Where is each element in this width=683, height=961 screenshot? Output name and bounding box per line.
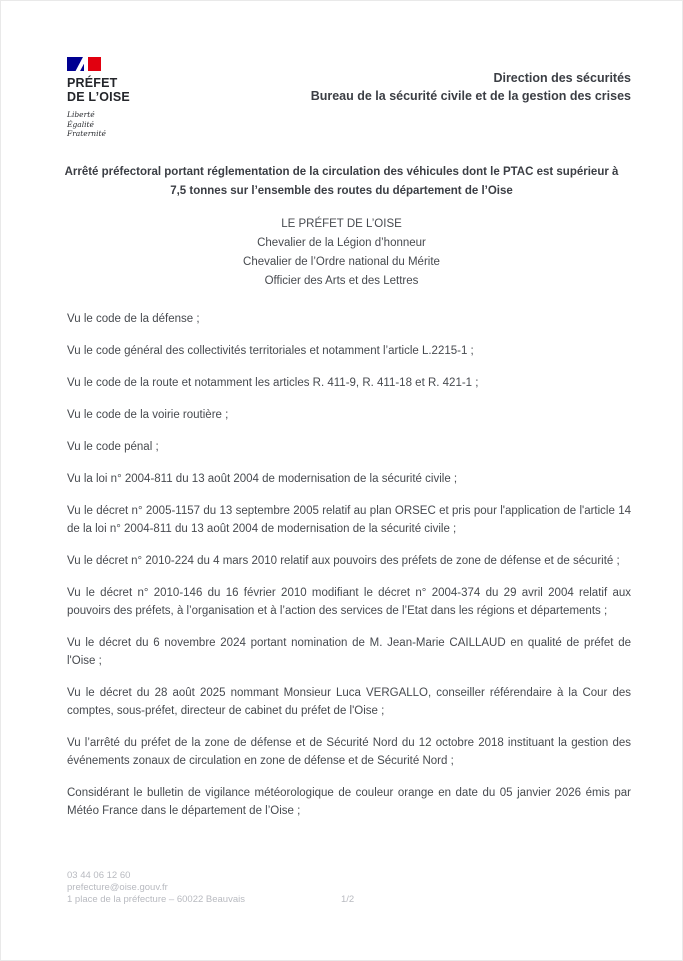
recital-paragraph: Vu l’arrêté du préfet de la zone de défense et de Sécurité Nord du 12 octobre 2018 instituant la gestion des événements zonaux de circulation en zone de défense et de Sécurité Nord ; (67, 736, 631, 767)
issuing-service (311, 69, 631, 105)
french-flag-icon (67, 57, 247, 71)
recital-paragraph: Vu le décret du 28 août 2025 nommant Monsieur Luca VERGALLO, conseiller référendaire à la Cour des comptes, sous-préfet, directeur de cabinet du préfet de l'Oise ; (67, 686, 631, 717)
recital-paragraph: Vu le code de la défense ; (67, 312, 200, 325)
logo-name (67, 76, 247, 104)
footer-email: prefecture@oise.gouv.fr (67, 882, 168, 893)
page-header (1, 1, 682, 139)
recital-paragraph: Vu le décret du 6 novembre 2024 portant nomination de M. Jean-Marie CAILLAUD en qualité de préfet de l'Oise ; (67, 636, 631, 667)
direction-line: Direction des sécurités (493, 71, 631, 85)
recital-paragraph: Vu le code de la route et notamment les articles R. 411-9, R. 411-18 et R. 421-1 ; (67, 376, 479, 389)
logo-motto (67, 110, 247, 139)
motto-liberte: Liberté (67, 110, 95, 119)
recital-paragraph: Vu le code de la voirie routière ; (67, 408, 229, 421)
motto-egalite: Égalité (67, 119, 94, 129)
prefect-honor-1: Chevalier de la Légion d’honneur (257, 236, 426, 249)
flag-red-band (88, 57, 101, 71)
recital-paragraph: Considérant le bulletin de vigilance météorologique de couleur orange en date du 05 janvier 2026 émis par Météo France dans le département de l’Oise ; (67, 786, 631, 817)
document-title (1, 163, 682, 201)
page-number: 1/2 (341, 894, 355, 905)
prefect-line: LE PRÉFET DE L’OISE (281, 217, 402, 230)
prefect-honor-2: Chevalier de l’Ordre national du Mérite (243, 255, 440, 268)
recital-paragraph: Vu le décret n° 2005-1157 du 13 septembre 2005 relatif au plan ORSEC et pris pour l'application de l'article 14 de la loi n° 2004-811 du 13 août 2004 de modernisation de la sécurité civile ; (67, 504, 631, 535)
footer-phone: 03 44 06 12 60 (67, 870, 131, 881)
footer-address: 1 place de la préfecture – 60022 Beauvais (67, 894, 245, 905)
flag-blue-band (67, 57, 84, 71)
recital-paragraph: Vu le décret n° 2010-146 du 16 février 2010 modifiant le décret n° 2004-374 du 29 avril 2004 relatif aux pouvoirs des préfets, à l’organisation et à l’action des services de l’Etat dans les régions et départements ; (67, 586, 631, 617)
prefet-oise-logo (67, 57, 247, 139)
recital-paragraph: Vu le décret n° 2010-224 du 4 mars 2010 relatif aux pouvoirs des préfets de zone de défense et de sécurité ; (67, 554, 620, 567)
title-line1: Arrêté préfectoral portant réglementation de la circulation des véhicules dont le PTAC est supérieur à (64, 165, 619, 178)
page-footer (67, 870, 631, 906)
prefect-honor-3: Officier des Arts et des Lettres (264, 274, 419, 287)
recital-paragraph: Vu le code général des collectivités territoriales et notamment l’article L.2215-1 ; (67, 344, 474, 357)
logo-name-line1: PRÉFET (67, 76, 118, 90)
prefect-titles-block (1, 215, 682, 291)
recital-paragraph: Vu la loi n° 2004-811 du 13 août 2004 de modernisation de la sécurité civile ; (67, 472, 458, 485)
motto-fraternite: Fraternité (67, 129, 106, 138)
logo-name-line2: DE L’OISE (67, 90, 130, 104)
bureau-line: Bureau de la sécurité civile et de la gestion des crises (310, 89, 631, 103)
footer-address-row (67, 894, 631, 906)
title-line2: 7,5 tonnes sur l’ensemble des routes du département de l’Oise (170, 184, 513, 197)
document-body (1, 310, 682, 820)
recital-paragraph: Vu le code pénal ; (67, 440, 159, 453)
